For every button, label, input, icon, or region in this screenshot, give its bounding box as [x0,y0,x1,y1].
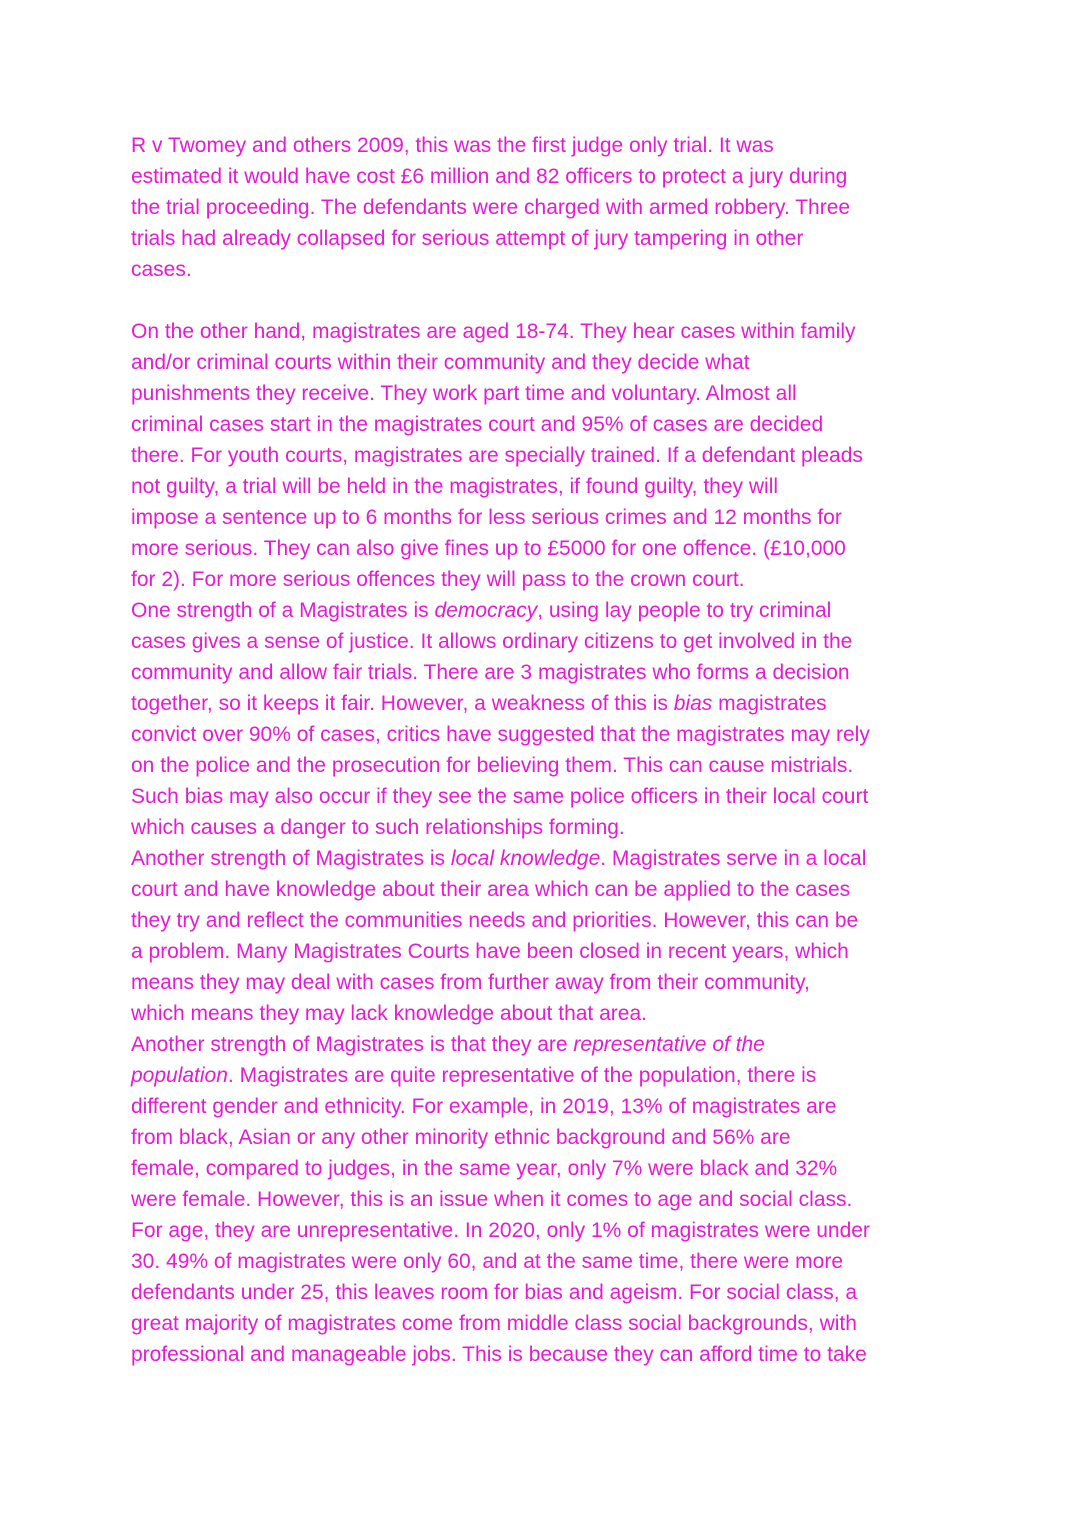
text-line: for 2). For more serious offences they will pass to the crown court. [131,568,745,591]
text-line: and/or criminal courts within their community and they decide what [131,351,750,374]
emphasis-democracy: democracy [434,599,538,622]
text-run: , using lay people to try criminal [537,599,832,622]
text-line: female, compared to judges, in the same year, only 7% were black and 32% [131,1157,838,1180]
text-line: which causes a danger to such relationships forming. [131,816,625,839]
text-line: professional and manageable jobs. This is because they can afford time to take [131,1343,867,1366]
text-line: the trial proceeding. The defendants were charged with armed robbery. Three [131,196,851,219]
text-line: On the other hand, magistrates are aged 18-74. They hear cases within family [131,320,856,343]
text-line [131,595,961,626]
text-line [131,688,961,719]
text-line: punishments they receive. They work part time and voluntary. Almost all [131,382,797,405]
text-line: not guilty, a trial will be held in the magistrates, if found guilty, they will [131,475,779,498]
text-line: more serious. They can also give fines up to £5000 for one offence. (£10,000 [131,537,846,560]
emphasis-bias: bias [673,692,713,715]
text-line: they try and reflect the communities needs and priorities. However, this can be [131,909,859,932]
paragraph-magistrates-overview [131,316,961,595]
text-line: 30. 49% of magistrates were only 60, and at the same time, there were more [131,1250,844,1273]
text-line: there. For youth courts, magistrates are specially trained. If a defendant pleads [131,444,863,467]
text-run: magistrates [712,692,827,715]
text-line: from black, Asian or any other minority ethnic background and 56% are [131,1126,791,1149]
text-run: Another strength of Magistrates is that they are [131,1033,574,1056]
text-line [131,843,961,874]
text-line: means they may deal with cases from further away from their community, [131,971,810,994]
text-line: defendants under 25, this leaves room for bias and ageism. For social class, a [131,1281,858,1304]
text-line: court and have knowledge about their area which can be applied to the cases [131,878,851,901]
text-run: Another strength of Magistrates is [131,847,451,870]
emphasis-local-knowledge: local knowledge [450,847,601,870]
text-line: on the police and the prosecution for believing them. This can cause mistrials. [131,754,854,777]
text-line: convict over 90% of cases, critics have suggested that the magistrates may rely [131,723,870,746]
text-line: criminal cases start in the magistrates court and 95% of cases are decided [131,413,824,436]
paragraph-democracy-strength [131,595,961,843]
emphasis-representative: representative of the [573,1033,765,1056]
paragraph-spacer [131,285,961,316]
text-line: were female. However, this is an issue when it comes to age and social class. [131,1188,853,1211]
text-line: which means they may lack knowledge about that area. [131,1002,647,1025]
text-line: impose a sentence up to 6 months for less serious crimes and 12 months for [131,506,842,529]
text-line: community and allow fair trials. There are 3 magistrates who forms a decision [131,661,850,684]
text-line: estimated it would have cost £6 million and 82 officers to protect a jury during [131,165,848,188]
paragraph-local-knowledge [131,843,961,1029]
paragraph-representative [131,1029,961,1370]
text-line [131,1060,961,1091]
text-line: trials had already collapsed for serious attempt of jury tampering in other [131,227,804,250]
paragraph-r-v-twomey [131,130,961,285]
text-line: R v Twomey and others 2009, this was the first judge only trial. It was [131,134,774,157]
document-body [131,130,961,1370]
text-run: One strength of a Magistrates is [131,599,435,622]
text-line: a problem. Many Magistrates Courts have been closed in recent years, which [131,940,849,963]
text-line [131,1029,961,1060]
text-run: . Magistrates serve in a local [600,847,867,870]
text-line: great majority of magistrates come from middle class social backgrounds, with [131,1312,857,1335]
text-line: cases. [131,258,192,281]
text-line: cases gives a sense of justice. It allows ordinary citizens to get involved in the [131,630,853,653]
text-run: . Magistrates are quite representative of the population, there is [227,1064,817,1087]
text-line: Such bias may also occur if they see the same police officers in their local court [131,785,869,808]
text-line: For age, they are unrepresentative. In 2020, only 1% of magistrates were under [131,1219,870,1242]
emphasis-population: population [131,1064,228,1087]
text-run: together, so it keeps it fair. However, a weakness of this is [131,692,674,715]
text-line: different gender and ethnicity. For example, in 2019, 13% of magistrates are [131,1095,837,1118]
